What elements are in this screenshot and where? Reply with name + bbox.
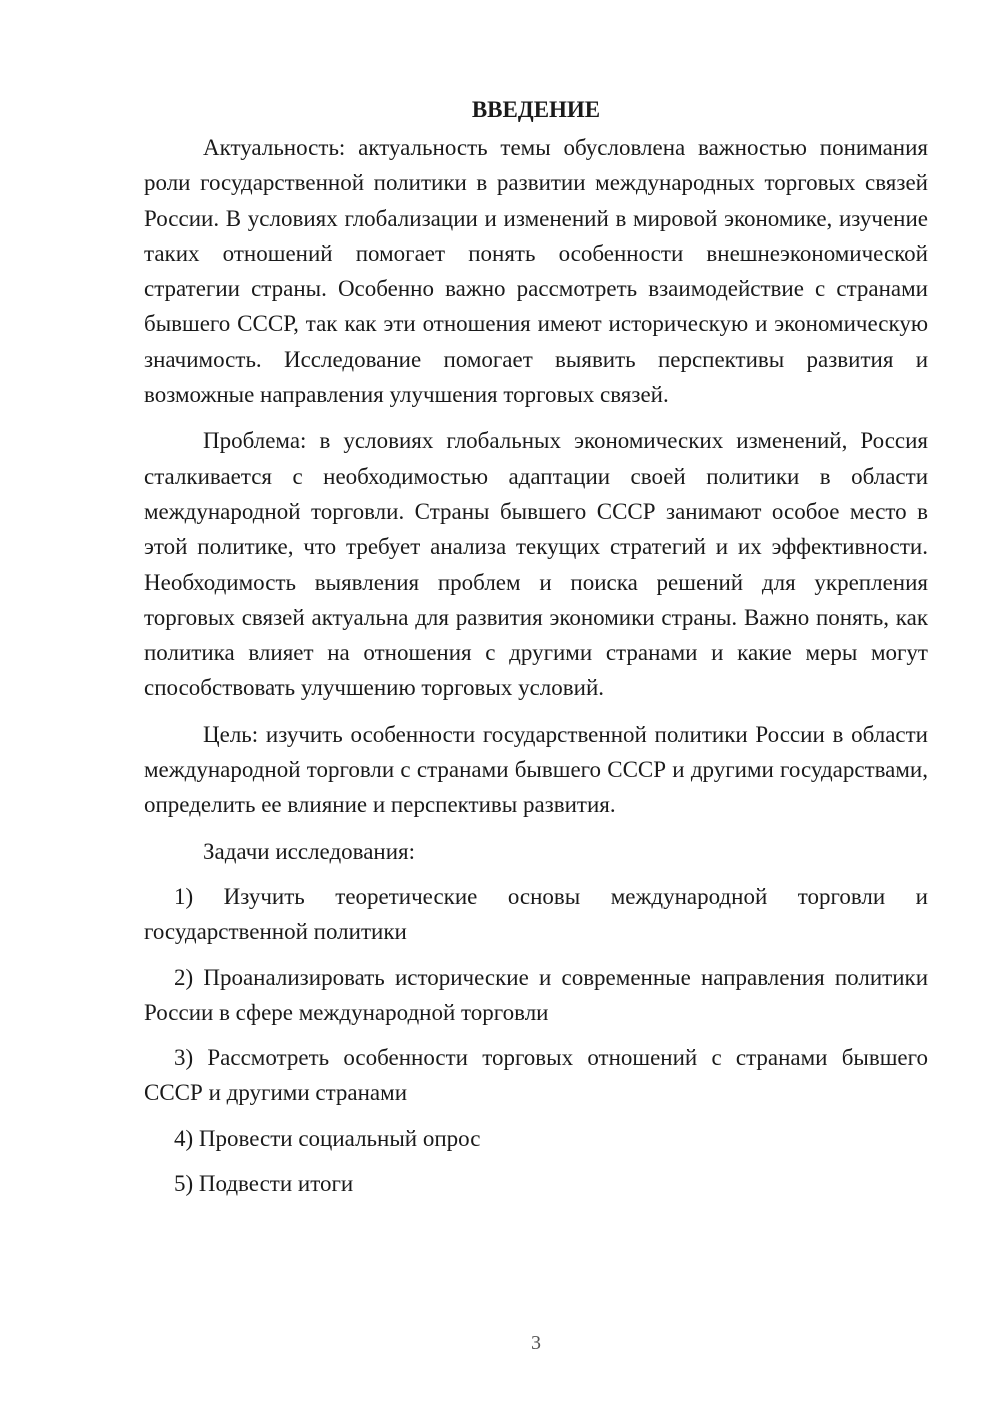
page-title: ВВЕДЕНИЕ [471, 97, 601, 122]
task-item-3: 3) Рассмотреть особенности торговых отношений с странами бывшего СССР и другими странами [144, 1045, 928, 1106]
page-number: 3 [531, 1332, 541, 1354]
task-item-4: 4) Провести социальный опрос [174, 1125, 481, 1151]
goal-paragraph: Цель: изучить особенности государственной политики России в области международной торговли с странами бывшего СССР и другими государствами, определить ее влияние и перспективы развития. [144, 721, 928, 818]
task-item-1: 1) Изучить теоретические основы международной торговли и государственной политики [144, 883, 928, 945]
page-content [144, 90, 928, 1211]
problem-paragraph: Проблема: в условиях глобальных экономических изменений, Россия сталкивается с необходимостью адаптации своей политики в области международной торговли. Страны бывшего СССР занимают особое место в этой политике, что требует анализа текущих стратегий и их эффективности. Необходимость выявления проблем и поиска решений для укрепления торговых связей актуальна для развития экономики страны. Важно понять, как политика влияет на отношения с другими странами и какие меры могут способствовать улучшению торговых условий. [144, 428, 928, 701]
task-item-5: 5) Подвести итоги [174, 1171, 354, 1197]
relevance-paragraph: Актуальность: актуальность темы обусловлена важностью понимания роли государственной политики в развитии международных торговых связей России. В условиях глобализации и изменений в мировой экономике, изучение таких отношений помогает понять особенности внешнеэкономической стратегии страны. Особенно важно рассмотреть взаимодействие с странами бывшего СССР, так как эти отношения имеют историческую и экономическую значимость. Исследование помогает выявить перспективы развития и возможные направления улучшения торговых связей. [144, 135, 928, 408]
tasks-heading: Задачи исследования: [203, 838, 416, 864]
tasks-list [144, 879, 928, 1201]
task-item-2: 2) Проанализировать исторические и современные направления политики России в сфере международной торговли [144, 964, 928, 1025]
